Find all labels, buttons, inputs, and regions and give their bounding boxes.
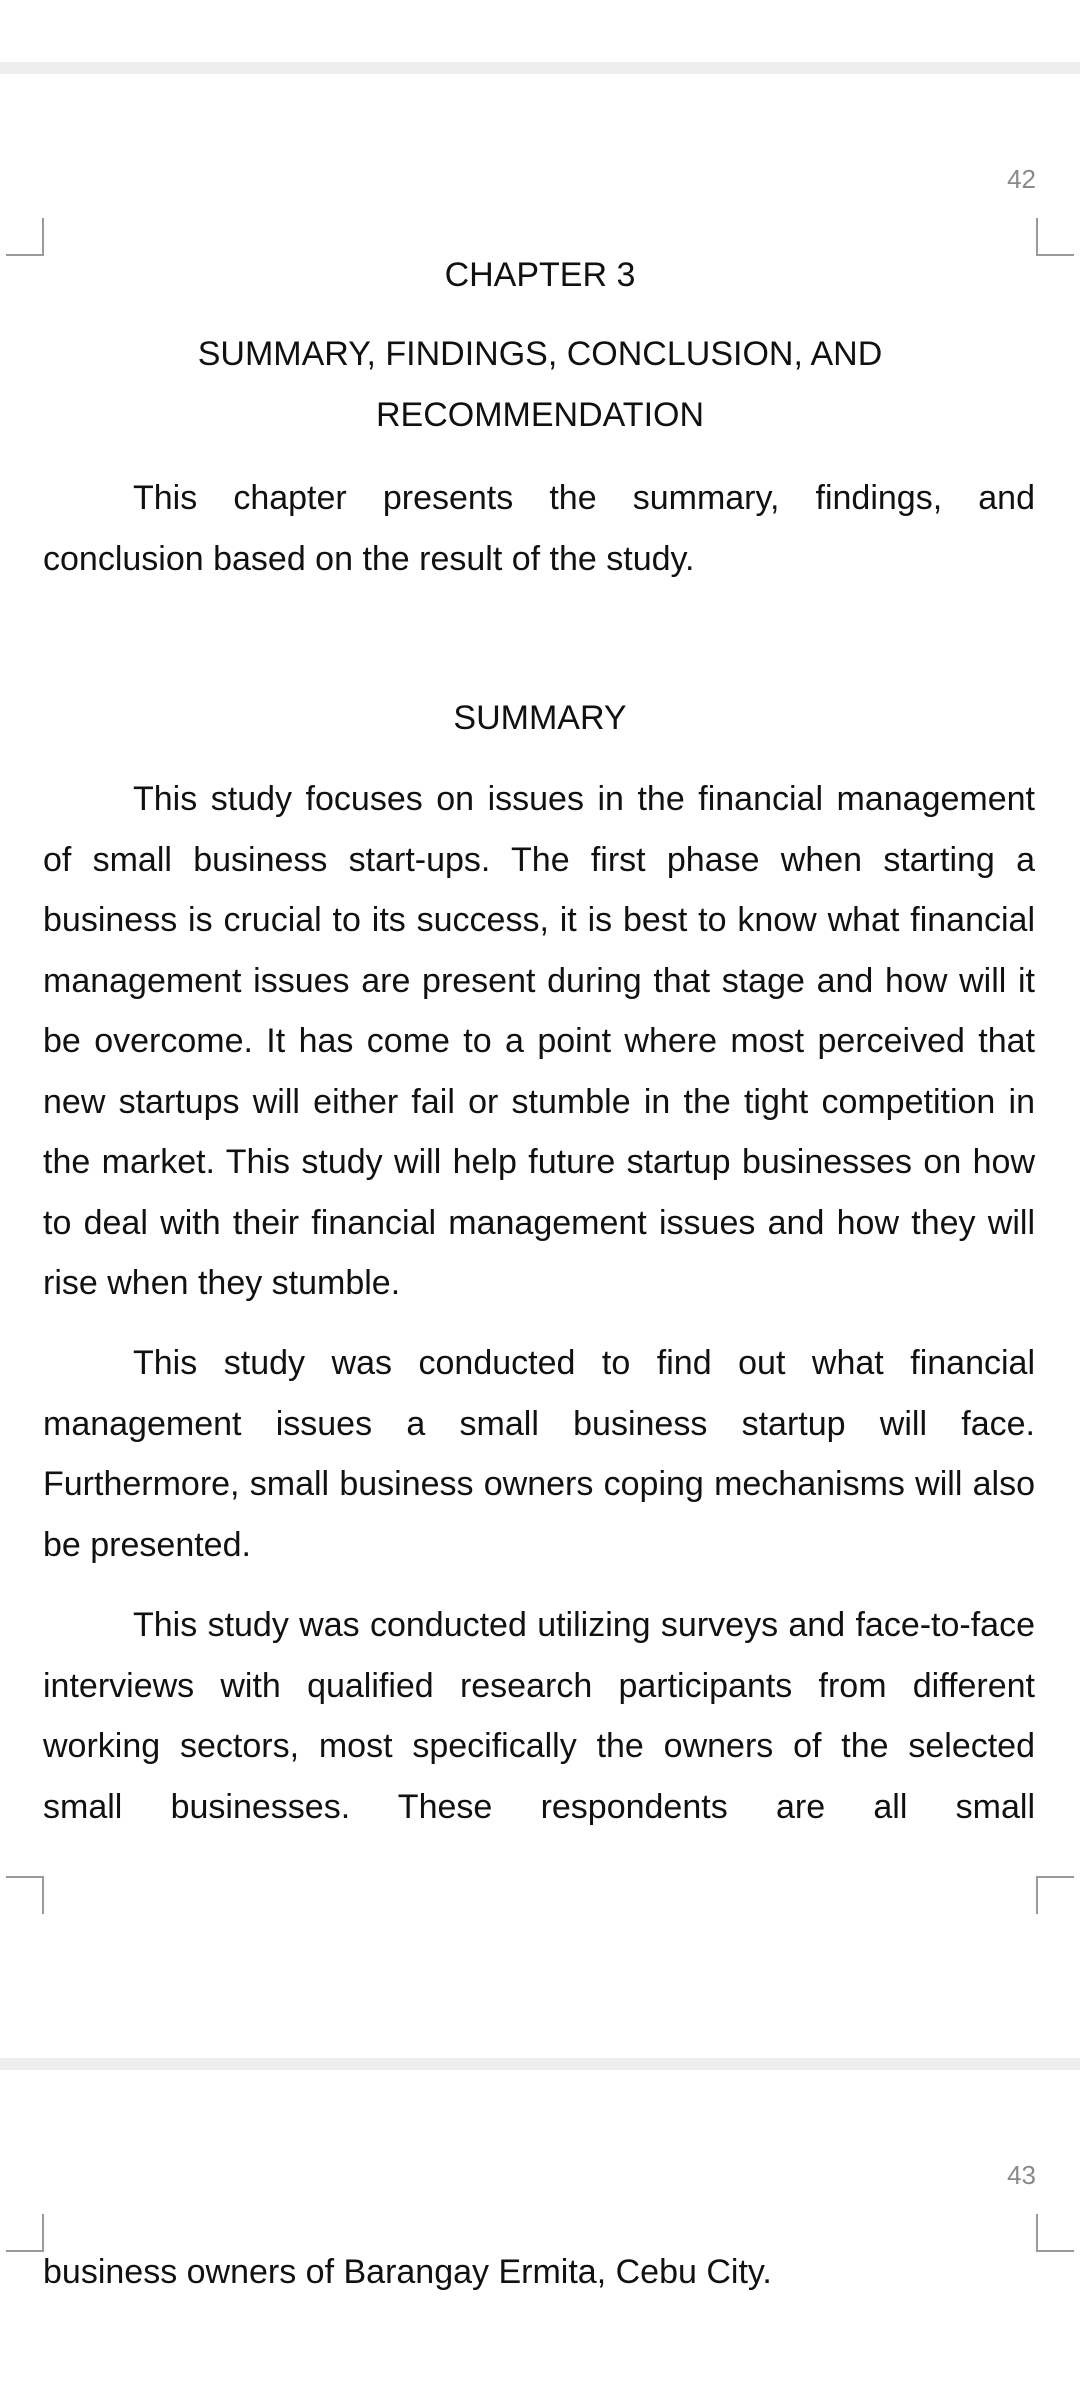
intro-paragraph-block	[43, 468, 1035, 589]
crop-mark-top-right	[1036, 2214, 1074, 2252]
chapter-title: CHAPTER 3	[444, 256, 636, 294]
summary-paragraph-3-block	[43, 1595, 1035, 1837]
page-number: 43	[1007, 2160, 1036, 2190]
continuation-paragraph-block	[43, 2242, 1035, 2303]
crop-mark-bottom-right	[1036, 1876, 1074, 1914]
page-number: 42	[1007, 164, 1036, 194]
summary-paragraph-2-block	[43, 1333, 1035, 1575]
summary-paragraph: This study focuses on issues in the financial management of small business start-ups. The first phase when starting a business is crucial to its success, it is best to know what financial management issues are present during that stage and how will it be overcome. It has come to a point where most perceived that new startups will either fail or stumble in the tight competition in the market. This study will help future startup businesses on how to deal with their financial management issues and how they will rise when they stumble.	[43, 780, 1035, 1302]
page-separator	[0, 2058, 1080, 2070]
page-separator	[0, 62, 1080, 74]
continuation-paragraph: business owners of Barangay Ermita, Cebu City.	[43, 2253, 772, 2291]
crop-mark-bottom-left	[6, 1876, 44, 1914]
summary-paragraph-1-block	[43, 769, 1035, 1314]
crop-mark-top-left	[6, 2214, 44, 2252]
section-heading: SUMMARY	[453, 699, 627, 737]
summary-paragraph: This study was conducted utilizing surveys and face-to-face interviews with qualified research participants from different working sectors, most specifically the owners of the selected small businesses. These respondents are all small	[43, 1606, 1035, 1826]
intro-paragraph: This chapter presents the summary, findings, and conclusion based on the result of the study.	[43, 479, 1035, 578]
chapter-subtitle: SUMMARY, FINDINGS, CONCLUSION, AND RECOMMENDATION	[197, 335, 883, 434]
summary-paragraph: This study was conducted to find out what financial management issues a small business startup will face. Furthermore, small business owners coping mechanisms will also be presented.	[43, 1344, 1035, 1564]
